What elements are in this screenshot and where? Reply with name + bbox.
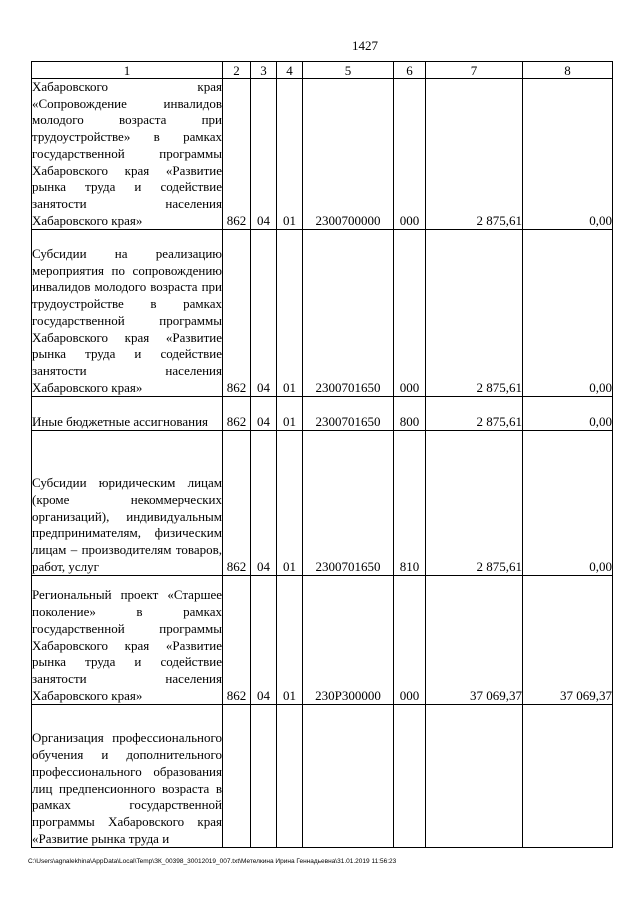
row-amount-executed: 0,00 [523,397,613,431]
col-header-7: 7 [426,62,523,79]
table-row [32,230,613,397]
row-name: Субсидии юридическим лицам (кроме некоммерческих организаций), индивидуальным предпринимателям, физическим лицам – производителям товаров, работ, услуг [32,431,223,576]
row-name: Субсидии на реализацию мероприятия по сопровождению инвалидов молодого возраста при трудоустройстве в рамках государственной программы Хабаровского края «Развитие рынка труда и содействие занятости населения Хабаровского края» [32,230,223,397]
row-amount-plan: 2 875,61 [426,431,523,576]
row-expense-type: 000 [394,79,426,230]
col-header-5: 5 [303,62,394,79]
row-admin-code [223,705,251,848]
table-row [32,79,613,230]
row-target-article: 2300701650 [303,397,394,431]
row-target-article: 230P300000 [303,576,394,705]
row-name: Региональный проект «Старшее поколение» в рамках государственной программы Хабаровского края «Развитие рынка труда и содействие занятости населения Хабаровского края» [32,576,223,705]
col-header-2: 2 [223,62,251,79]
row-section: 04 [251,230,277,397]
table-row [32,576,613,705]
row-expense-type: 800 [394,397,426,431]
table-row [32,431,613,576]
row-admin-code: 862 [223,230,251,397]
header-row [32,62,613,79]
row-target-article: 2300701650 [303,431,394,576]
row-amount-executed: 0,00 [523,79,613,230]
row-section: 04 [251,397,277,431]
row-amount-executed: 0,00 [523,431,613,576]
row-amount-plan [426,705,523,848]
col-header-3: 3 [251,62,277,79]
row-admin-code: 862 [223,79,251,230]
row-expense-type: 000 [394,576,426,705]
table-row [32,705,613,848]
file-path-footer: C:\Users\agnalekhina\AppData\Local\Temp\ЗК_00398_30012019_007.txt\Метелкина Ирина Геннадьевна\31.01.2019 11:56:23 [28,858,397,865]
row-subsection [277,705,303,848]
page-number: 1427 [352,38,378,53]
col-header-8: 8 [523,62,613,79]
row-target-article [303,705,394,848]
row-subsection: 01 [277,576,303,705]
row-subsection: 01 [277,79,303,230]
row-name: Иные бюджетные ассигнования [32,397,223,431]
row-subsection: 01 [277,397,303,431]
row-admin-code: 862 [223,397,251,431]
col-header-1: 1 [32,62,223,79]
row-amount-plan: 2 875,61 [426,79,523,230]
row-section: 04 [251,576,277,705]
row-name: Хабаровского края «Сопровождение инвалидов молодого возраста при трудоустройстве» в рамках государственной программы Хабаровского края «Развитие рынка труда и содействие занятости населения Хабаровского края» [32,79,223,230]
col-header-4: 4 [277,62,303,79]
row-amount-executed: 0,00 [523,230,613,397]
row-section: 04 [251,431,277,576]
row-expense-type [394,705,426,848]
row-expense-type: 000 [394,230,426,397]
row-name: Организация профессионального обучения и дополнительного профессионального образования лиц предпенсионного возраста в рамках государственной программы Хабаровского края «Развитие рынка труда и [32,705,223,848]
row-amount-plan: 37 069,37 [426,576,523,705]
row-section [251,705,277,848]
row-section: 04 [251,79,277,230]
row-target-article: 2300701650 [303,230,394,397]
row-amount-plan: 2 875,61 [426,230,523,397]
row-amount-executed [523,705,613,848]
row-admin-code: 862 [223,431,251,576]
budget-table [31,61,613,848]
row-subsection: 01 [277,431,303,576]
row-admin-code: 862 [223,576,251,705]
row-amount-plan: 2 875,61 [426,397,523,431]
row-expense-type: 810 [394,431,426,576]
table-row [32,397,613,431]
row-subsection: 01 [277,230,303,397]
col-header-6: 6 [394,62,426,79]
row-amount-executed: 37 069,37 [523,576,613,705]
row-target-article: 2300700000 [303,79,394,230]
